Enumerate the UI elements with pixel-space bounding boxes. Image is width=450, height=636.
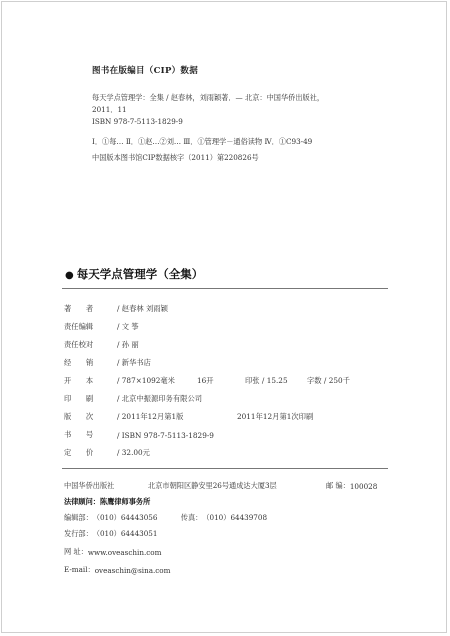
credit-label: 经 — [64, 358, 72, 367]
credit-label-2: 本 — [85, 376, 94, 385]
credit-value: / 赵春林 刘雨颖 — [117, 304, 168, 313]
format-folio: 16开 — [197, 376, 214, 385]
postcode-value: 100028 — [349, 481, 378, 491]
credit-value: / 新华书店 — [117, 358, 151, 367]
credit-label-2: 号 — [85, 430, 94, 439]
sales-row — [64, 526, 394, 542]
credit-value: / 文 筝 — [117, 322, 139, 331]
credit-row-author — [64, 300, 394, 318]
format-size: / 787×1092毫米 — [117, 376, 175, 385]
website-link[interactable]: www.oveaschin.com — [87, 547, 162, 557]
publisher-address-row — [64, 478, 394, 494]
bullet-icon: ● — [65, 270, 74, 281]
credit-label-2: 次 — [85, 412, 94, 421]
legal-counsel: 法律顾问：陈鹰律师事务所 — [64, 497, 151, 506]
cip-number: 中国版本图书馆CIP数据核字（2011）第220826号 — [92, 153, 259, 162]
credit-label-2: 销 — [85, 358, 94, 367]
credit-row-proofreader — [64, 336, 394, 354]
credit-label-2: 价 — [85, 448, 94, 457]
editorial-row — [64, 510, 394, 526]
email-row — [64, 562, 394, 578]
edition-value: / 2011年12月第1版 — [117, 412, 184, 421]
credit-row-distributor — [64, 354, 394, 372]
credit-label: 开 — [64, 376, 72, 385]
edition-print: 2011年12月第1次印刷 — [237, 412, 314, 421]
cip-entry-line-1: 每天学点管理学：全集 / 赵春林，刘雨颖著．— 北京：中国华侨出版社， — [92, 93, 325, 102]
sales-phone: （010）64443051 — [92, 529, 158, 538]
publisher-address: 北京市朝阳区静安里26号通成达大厦3层 — [148, 481, 277, 490]
credit-label: 著 — [64, 304, 72, 313]
email-link[interactable]: oveaschin@sina.com — [94, 565, 171, 575]
fax-label: 传真： — [180, 513, 203, 522]
credit-row-format — [64, 372, 394, 390]
credit-label: 印 — [64, 394, 72, 403]
cip-entry-line-2: 2011．11 — [92, 105, 127, 114]
email-label: E-mail： — [64, 565, 95, 574]
cip-isbn: ISBN 978-7-5113-1829-9 — [92, 117, 183, 126]
format-words: 字数 / 250千 — [307, 376, 350, 385]
credits-block — [64, 300, 394, 462]
credit-label: 责任校对 — [64, 340, 94, 349]
credit-label: 版 — [64, 412, 72, 421]
publisher-rule — [62, 468, 388, 469]
book-title-text: 每天学点管理学（全集） — [76, 267, 204, 281]
publisher-name: 中国华侨出版社 — [64, 481, 115, 490]
credit-row-isbn — [64, 426, 394, 444]
credit-value: / 孙 丽 — [117, 340, 139, 349]
cip-classification: Ⅰ．①每… Ⅱ．①赵…②刘… Ⅲ．①管理学－通俗读物 Ⅳ．①C93-49 — [92, 137, 313, 146]
credit-label: 书 — [64, 430, 72, 439]
credit-row-editor — [64, 318, 394, 336]
credit-value: / 北京中振源印务有限公司 — [117, 394, 203, 403]
postcode-label: 邮 编： — [326, 481, 350, 490]
credit-row-printer — [64, 390, 394, 408]
website-row — [64, 544, 394, 560]
sales-label: 发行部： — [64, 529, 93, 538]
credit-value: / 32.00元 — [117, 448, 150, 457]
credit-row-edition — [64, 408, 394, 426]
editorial-phone: （010）64443056 — [92, 513, 158, 522]
credit-label: 定 — [64, 448, 72, 457]
title-rule — [62, 288, 388, 289]
publisher-block — [64, 478, 394, 578]
credit-value: / ISBN 978-7-5113-1829-9 — [117, 430, 214, 440]
credit-label-2: 刷 — [85, 394, 94, 403]
credit-label: 责任编辑 — [64, 322, 94, 331]
credit-row-price — [64, 444, 394, 462]
cip-block — [92, 64, 392, 164]
cip-title: 图书在版编目（CIP）数据 — [92, 66, 199, 76]
editorial-label: 编辑部： — [64, 513, 93, 522]
credit-label-2: 者 — [85, 304, 94, 313]
website-label: 网 址： — [64, 547, 88, 556]
format-sheets: 印张 / 15.25 — [245, 376, 288, 385]
book-title — [65, 266, 203, 282]
fax-value: （010）64439708 — [202, 513, 268, 522]
